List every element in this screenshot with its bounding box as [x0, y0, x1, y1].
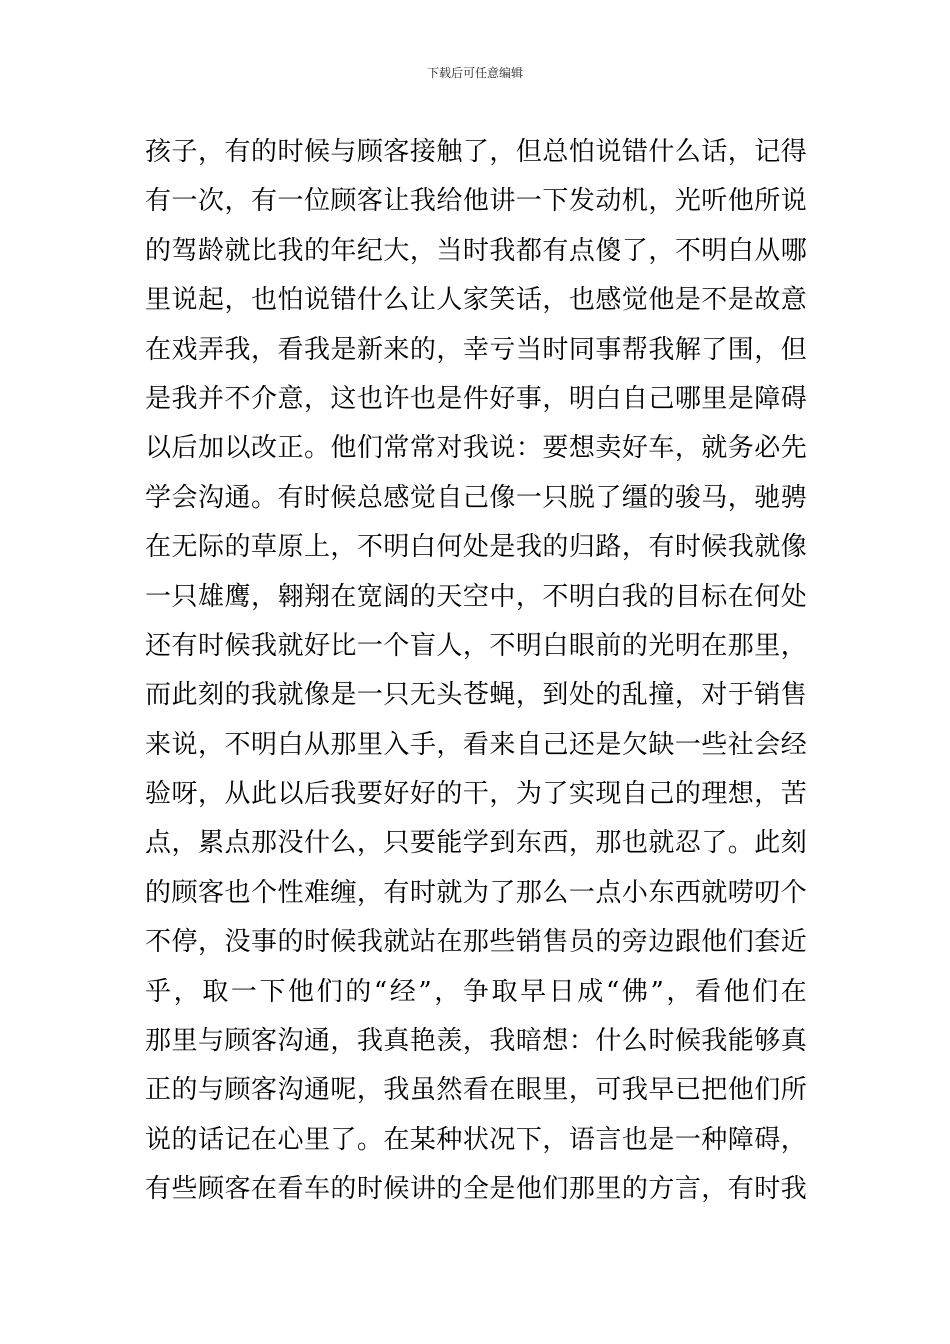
text-line: 而此刻的我就像是一只无头苍蝇，到处的乱撞，对于销售 — [145, 680, 807, 711]
text-line: 在无际的草原上，不明白何处是我的归路，有时候我就像 — [145, 532, 807, 563]
text-line: 不停，没事的时候我就站在那些销售员的旁边跟他们套近 — [145, 927, 807, 958]
text-line: 乎，取一下他们的“经”，争取早日成“佛”，看他们在 — [145, 976, 807, 1007]
text-line: 学会沟通。有时候总感觉自己像一只脱了缰的骏马，驰骋 — [145, 482, 807, 513]
text-line: 孩子，有的时候与顾客接触了，但总怕说错什么话，记得 — [145, 137, 807, 167]
text-line: 一只雄鹰，翱翔在宽阔的天空中，不明白我的目标在何处 — [145, 581, 807, 612]
text-line: 在戏弄我，看我是新来的，幸亏当时同事帮我解了围，但 — [145, 334, 807, 365]
text-line: 有些顾客在看车的时候讲的全是他们那里的方言，有时我 — [145, 1174, 807, 1205]
page-header: 下载后可任意编辑 — [426, 66, 523, 80]
text-line: 的驾龄就比我的年纪大，当时我都有点傻了，不明白从哪 — [145, 235, 807, 266]
text-line: 那里与顾客沟通，我真艳羡，我暗想：什么时候我能够真 — [145, 1026, 807, 1057]
text-line: 有一次，有一位顾客让我给他讲一下发动机，光听他所说 — [145, 186, 807, 217]
text-line: 验呀，从此以后我要好好的干，为了实现自己的理想，苦 — [145, 779, 807, 810]
text-line: 正的与顾客沟通呢，我虽然看在眼里，可我早已把他们所 — [145, 1075, 807, 1106]
text-line: 的顾客也个性难缠，有时就为了那么一点小东西就唠叨个 — [145, 877, 807, 908]
text-line: 以后加以改正。他们常常对我说：要想卖好车，就务必先 — [145, 433, 807, 464]
text-line: 来说，不明白从那里入手，看来自己还是欠缺一些社会经 — [145, 729, 807, 760]
text-line: 说的话记在心里了。在某种状况下，语言也是一种障碍， — [145, 1124, 807, 1155]
text-line: 是我并不介意，这也许也是件好事，明白自己哪里是障碍 — [145, 383, 807, 414]
text-line: 还有时候我就好比一个盲人，不明白眼前的光明在那里， — [145, 630, 807, 661]
text-line: 点，累点那没什么，只要能学到东西，那也就忍了。此刻 — [145, 828, 807, 859]
document-body — [145, 128, 807, 1215]
text-line: 里说起，也怕说错什么让人家笑话，也感觉他是不是故意 — [145, 285, 807, 316]
